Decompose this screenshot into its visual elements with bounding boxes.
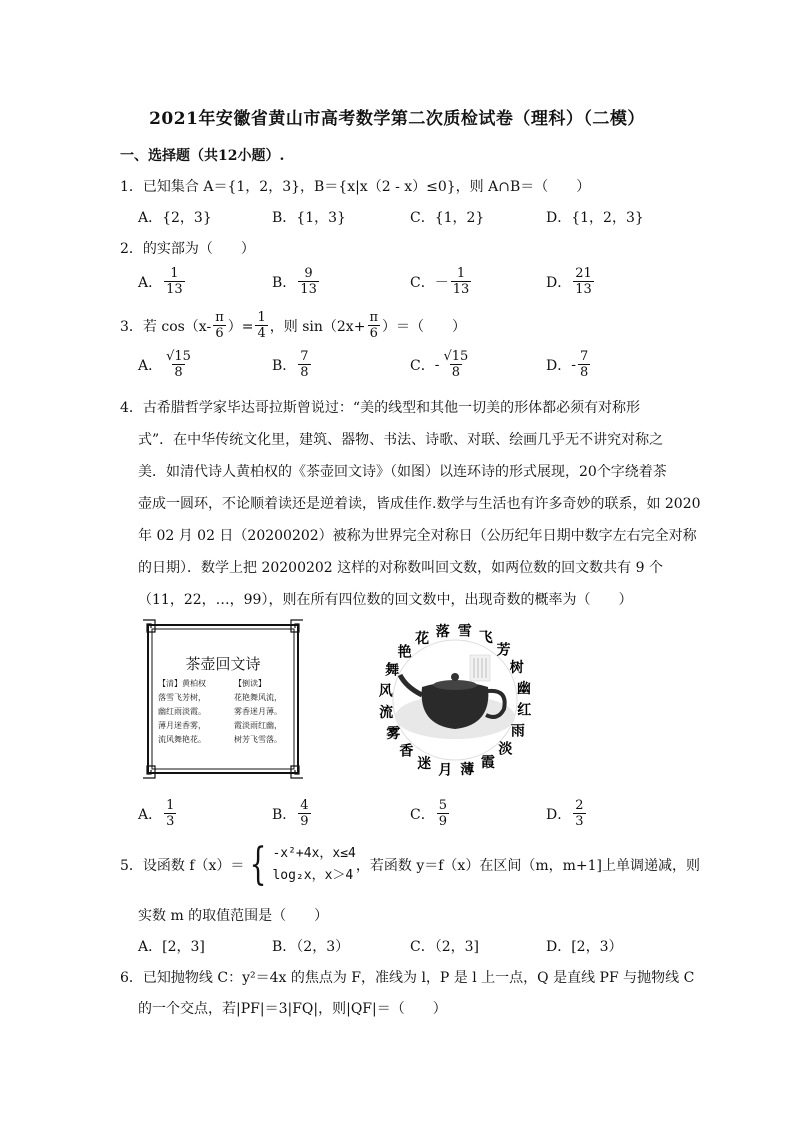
option-letter: A． <box>138 357 163 374</box>
option-letter: D． <box>546 357 572 374</box>
q4-line: 壶成一圆环，不论顺着读还是逆着读，皆成佳作.数学与生活也有许多奇妙的联系，如 2020 <box>138 496 701 512</box>
ring-character: 雪 <box>457 623 472 640</box>
question-3-stem <box>120 310 466 341</box>
option-sign: － <box>434 274 449 291</box>
ring-character: 落 <box>435 624 450 641</box>
q3-text-post2: ）＝（ ） <box>381 318 466 335</box>
ring-character: 雾 <box>386 725 401 742</box>
denominator: 8 <box>300 365 309 380</box>
poem-right-line: 花艳舞风流， <box>234 693 282 702</box>
fraction-pi-6 <box>213 310 226 341</box>
poem-left-line: 薄月迷香雾， <box>158 721 206 730</box>
q4-line: 的日期）．数学上把 20200202 这样的对称数叫回文数，如两位数的回文数共有 9 个 <box>138 560 663 576</box>
q4-option-d[interactable] <box>546 798 588 829</box>
q3-text-pre: 3．若 cos（x- <box>120 318 212 335</box>
option-letter: C． <box>410 274 435 291</box>
denominator: 13 <box>575 282 592 297</box>
q3-option-a[interactable] <box>138 349 195 380</box>
q5-text-post: ，若函数 y＝f（x）在区间（m，m+1]上单调递减，则 <box>355 858 700 874</box>
option-letter: A． <box>138 806 163 823</box>
option-letter: B． <box>272 274 297 291</box>
fraction <box>578 349 590 380</box>
denominator: 9 <box>438 814 447 829</box>
denominator: 8 <box>174 365 183 380</box>
option-letter: B． <box>272 806 297 823</box>
poem-right-line: 霞淡雨红幽， <box>234 721 282 730</box>
ring-character: 月 <box>438 762 453 779</box>
question-5-stem <box>120 839 700 890</box>
q1-option-d[interactable]: D．{1，2，3} <box>546 210 644 226</box>
question-5-line-2: 实数 m 的取值范围是（ ） <box>138 908 329 924</box>
poem-left-line: 幽红雨淡霞。 <box>158 707 206 716</box>
numerator: π <box>369 310 378 325</box>
q2-option-a[interactable] <box>138 266 187 297</box>
poem-right-line: 树芳飞雪落。 <box>234 735 282 744</box>
q2-option-b[interactable] <box>272 266 321 297</box>
option-letter: A． <box>138 274 163 291</box>
question-1-stem: 1．已知集合 A＝{1，2，3}，B＝{x|x（2 - x）≤0}，则 A∩B＝（ ） <box>120 179 591 195</box>
q5-text-pre: 5．设函数 f（x）＝ <box>120 858 245 874</box>
q2-option-d[interactable] <box>546 266 596 297</box>
fraction <box>298 798 310 829</box>
denominator: 13 <box>300 282 317 297</box>
poem-left-line: 流风舞艳花。 <box>158 735 206 744</box>
piecewise-cases <box>272 843 355 887</box>
numerator: 2 <box>575 798 584 813</box>
section-heading: 一、选择题（共12小题）. <box>120 148 285 164</box>
denominator: 8 <box>579 365 589 380</box>
q5-option-a[interactable]: A．[2，3] <box>138 939 205 955</box>
poem-right-line: 雾香迷月薄。 <box>234 707 282 716</box>
denominator: 13 <box>166 282 183 297</box>
numerator: 1 <box>166 798 175 813</box>
ring-character: 红 <box>517 702 532 719</box>
q4-line: 式”．在中华传统文化里，建筑、器物、书法、诗歌、对联、绘画几乎无不讲究对称之 <box>138 432 664 448</box>
poem-box-figure <box>142 619 304 779</box>
poem-left-head: 【清】黄柏权 <box>158 679 206 688</box>
fraction-pi-6-b <box>367 310 380 341</box>
ring-character: 薄 <box>460 761 475 778</box>
q4-line: 年 02 月 02 日（20200202）被称为世界完全对称日（公历纪年日期中数字左右完全对称 <box>138 528 697 544</box>
ring-character: 艳 <box>397 644 412 661</box>
ring-character: 雨 <box>510 723 525 740</box>
fraction <box>164 266 185 297</box>
teapot-image <box>370 617 540 783</box>
q5-option-b[interactable]: B．（2，3） <box>272 939 350 955</box>
denominator: 6 <box>215 326 224 341</box>
poem-left-line: 落雪飞芳树， <box>158 693 206 702</box>
poem-right-column <box>234 677 282 747</box>
question-4-stem <box>120 392 701 616</box>
q1-option-a[interactable]: A．{2，3} <box>138 210 212 226</box>
fraction <box>437 798 449 829</box>
q3-option-d[interactable] <box>546 349 592 380</box>
q4-line: 4．古希腊哲学家毕达哥拉斯曾说过：“美的线型和其他一切美的形体都必须有对称形 <box>120 400 641 416</box>
ring-character: 霞 <box>480 754 495 771</box>
fraction <box>298 266 319 297</box>
numerator: 21 <box>575 266 592 281</box>
page-title: 2021年安徽省黄山市高考数学第二次质检试卷（理科）（二模） <box>149 109 645 129</box>
ring-character: 香 <box>399 743 414 760</box>
q4-line: 美．如清代诗人黄柏权的《茶壶回文诗》（如图）以连环诗的形式展现，20个字绕着茶 <box>138 464 667 480</box>
poem-right-head: 【倒读】 <box>234 679 266 688</box>
q3-option-b[interactable] <box>272 349 313 380</box>
fraction <box>451 266 472 297</box>
denominator: 3 <box>575 814 584 829</box>
q3-text-mid: ）= <box>227 318 254 335</box>
ring-character: 幽 <box>516 680 531 697</box>
case-1: -x²+4x，x≤4 <box>272 846 356 861</box>
numerator: 1 <box>257 310 266 325</box>
option-sign: - <box>434 356 440 373</box>
q2-option-c[interactable] <box>410 266 473 297</box>
ring-character: 树 <box>509 660 524 677</box>
q1-option-b[interactable]: B．{1，3} <box>272 210 346 226</box>
ring-character: 芳 <box>496 642 511 659</box>
numerator: 7 <box>300 349 309 364</box>
numerator: 7 <box>579 349 589 364</box>
q4-option-b[interactable] <box>272 798 313 829</box>
q3-option-c[interactable] <box>410 349 472 380</box>
denominator: 13 <box>452 282 470 297</box>
left-brace: { <box>250 839 267 890</box>
numerator: 4 <box>300 798 309 813</box>
fraction <box>164 349 193 380</box>
question-6-line-2: 的一个交点，若|PF|＝3|FQ|，则|QF|＝（ ） <box>138 1001 447 1017</box>
numerator: 1 <box>456 266 466 281</box>
q3-text-post1: ，则 sin（2x+ <box>269 318 366 335</box>
denominator: 8 <box>451 365 460 380</box>
ring-character: 迷 <box>417 755 432 772</box>
numerator: 9 <box>304 266 313 281</box>
ring-character: 流 <box>379 705 394 722</box>
ring-character: 花 <box>415 631 430 648</box>
numerator: π <box>215 310 224 325</box>
option-letter: D． <box>546 274 572 291</box>
numerator: 5 <box>438 798 447 813</box>
option-letter: C． <box>410 357 435 374</box>
denominator: 3 <box>166 814 175 829</box>
case-2: log₂x，x＞4 <box>272 868 354 883</box>
numerator: √15 <box>166 349 191 364</box>
question-6-line-1: 6．已知抛物线 C：y²＝4x 的焦点为 F，准线为 l，P 是 l 上一点，Q 是直线 PF 与抛物线 C <box>120 970 695 986</box>
ring-character: 淡 <box>498 741 513 758</box>
ring-character: 舞 <box>385 662 400 679</box>
ring-character: 飞 <box>478 630 493 647</box>
denominator: 4 <box>257 326 266 341</box>
fraction <box>298 349 310 380</box>
ring-character: 风 <box>378 683 393 700</box>
denominator: 9 <box>300 814 309 829</box>
denominator: 6 <box>369 326 378 341</box>
q5-option-d[interactable]: D．[2，3） <box>546 939 623 955</box>
poem-title: 茶壶回文诗 <box>185 655 261 673</box>
q4-line: （11，22，…，99），则在所有四位数的回文数中，出现奇数的概率为（ ） <box>138 592 633 608</box>
poem-left-column <box>158 677 206 747</box>
q1-option-c[interactable]: C．{1，2} <box>410 210 485 226</box>
fraction <box>573 798 585 829</box>
fraction <box>573 266 594 297</box>
fraction-1-4 <box>255 310 267 341</box>
q5-option-c[interactable]: C．（2，3] <box>410 939 479 955</box>
option-letter: C． <box>410 806 435 823</box>
option-letter: D． <box>546 806 572 823</box>
teapot-ring-figure <box>370 617 540 783</box>
q4-option-a[interactable] <box>138 798 178 829</box>
fraction <box>441 349 470 380</box>
option-letter: B． <box>272 357 297 374</box>
numerator: 1 <box>170 266 179 281</box>
numerator: √15 <box>443 349 469 364</box>
fraction <box>164 798 176 829</box>
question-2-stem: 2．的实部为（ ） <box>120 241 255 257</box>
q4-option-c[interactable] <box>410 798 451 829</box>
option-sign: - <box>571 356 576 373</box>
